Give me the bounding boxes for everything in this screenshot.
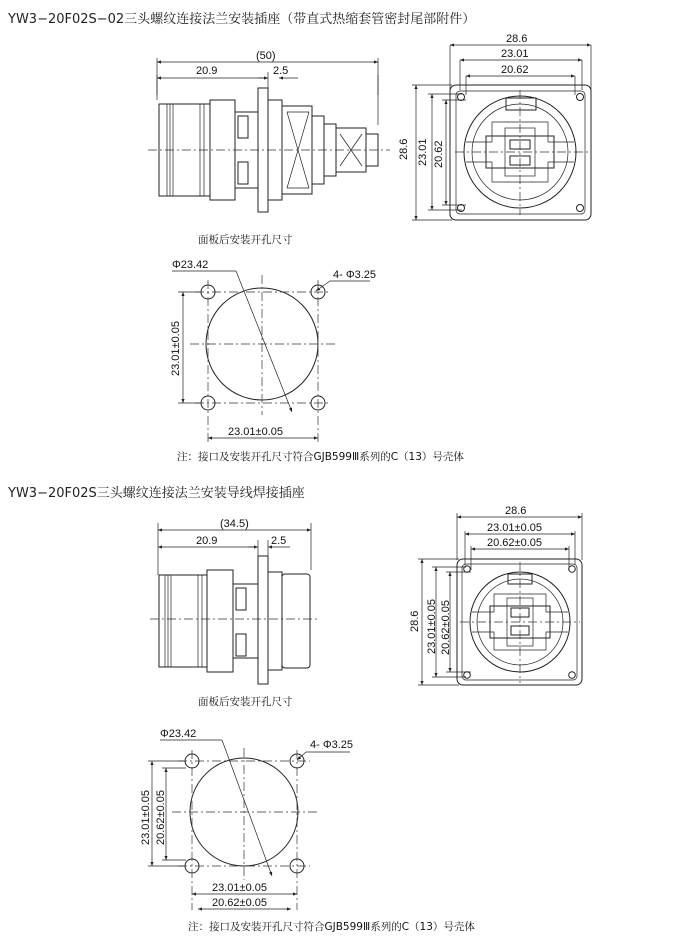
front2-vdim-inner: 20.62±0.05 — [440, 600, 452, 655]
front1-dim-inner: 20.62 — [501, 64, 529, 76]
section1-title: YW3−20F02S−02三头螺纹连接法兰安装插座（带直式热缩套管密封尾部附件） — [8, 12, 476, 27]
cutout1-diameter: Φ23.42 — [172, 259, 209, 271]
cutout-caption-2: 面板后安装开孔尺寸 — [198, 696, 293, 708]
dim-overall-2: (34.5) — [220, 518, 249, 530]
cutout2-hspacing2: 20.62±0.05 — [212, 897, 267, 909]
front1-dim-outer: 28.6 — [506, 33, 528, 45]
front2-vdim-outer: 28.6 — [409, 610, 421, 632]
cutout-view-2 — [140, 728, 353, 910]
cutout-caption-1: 面板后安装开孔尺寸 — [198, 234, 293, 246]
cutout2-diameter: Φ23.42 — [160, 728, 197, 740]
front1-dim-mid: 23.01 — [501, 48, 529, 60]
dim-flange-2: 2.5 — [271, 535, 287, 547]
dim-flange-1: 2.5 — [273, 65, 289, 77]
note-1: 注：接口及安装开孔尺寸符合GJB599Ⅲ系列的C（13）号壳体 — [177, 451, 464, 463]
note-2: 注：接口及安装开孔尺寸符合GJB599Ⅲ系列的C（13）号壳体 — [188, 921, 475, 933]
front2-dim-inner: 20.62±0.05 — [487, 537, 542, 549]
cutout1-holes: 4- Φ3.25 — [333, 269, 377, 281]
front1-vdim-outer: 28.6 — [398, 138, 410, 160]
cutout-view-1 — [170, 259, 376, 445]
front2-dim-outer: 28.6 — [505, 505, 527, 517]
cutout1-hspacing: 23.01±0.05 — [228, 426, 283, 438]
section2-title: YW3−20F02S三头螺纹连接法兰安装导线焊接插座 — [8, 486, 305, 501]
cutout2-holes: 4- Φ3.25 — [310, 739, 354, 751]
dim-overall-1: (50) — [256, 50, 276, 62]
front1-vdim-mid: 23.01 — [417, 138, 429, 166]
front2-vdim-mid: 23.01±0.05 — [426, 599, 438, 654]
cutout2-vspacing2: 20.62±0.05 — [155, 790, 167, 845]
cutout2-vspacing: 23.01±0.05 — [140, 790, 152, 845]
front-view-1 — [398, 33, 591, 220]
dim-body-1: 20.9 — [196, 65, 218, 77]
side-view-2 — [150, 518, 320, 684]
front1-vdim-inner: 20.62 — [433, 140, 445, 168]
side-view-1 — [148, 50, 390, 212]
dim-body-2: 20.9 — [196, 535, 218, 547]
front-view-2 — [409, 505, 582, 685]
cutout1-vspacing: 23.01±0.05 — [170, 321, 182, 376]
front2-dim-mid: 23.01±0.05 — [487, 522, 542, 534]
cutout2-hspacing: 23.01±0.05 — [212, 882, 267, 894]
